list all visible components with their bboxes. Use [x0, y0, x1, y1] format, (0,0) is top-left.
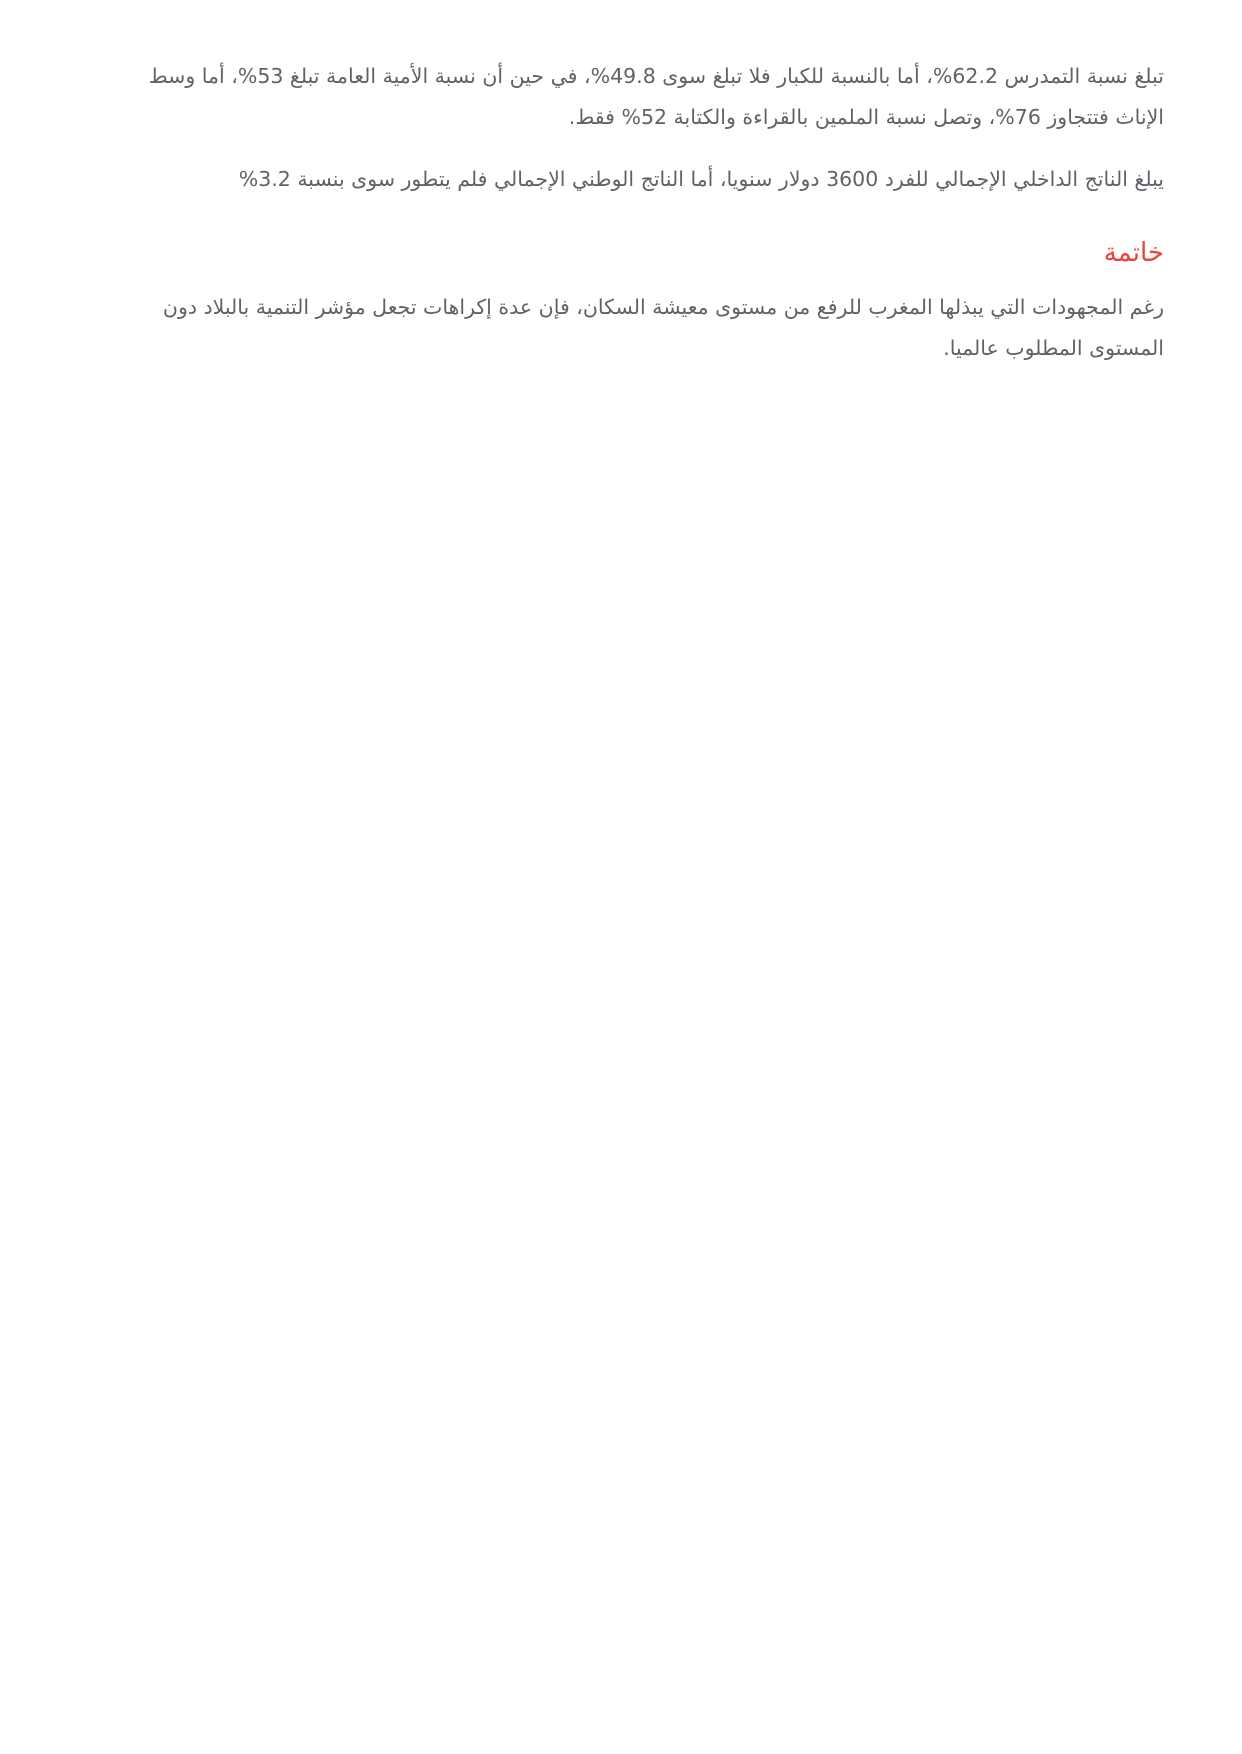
schooling-literacy-paragraph: تبلغ نسبة التمدرس 62.2%، أما بالنسبة للكبار فلا تبلغ سوى 49.8%، في حين أن نسبة الأمية العامة تبلغ 53%، أما وسط الإناث فتتجاوز 76%، وتصل نسبة الملمين بالقراءة والكتابة 52% فقط. [148, 64, 1164, 129]
document-page [120, 56, 1164, 369]
gdp-paragraph: يبلغ الناتج الداخلي الإجمالي للفرد 3600 دولار سنويا، أما الناتج الوطني الإجمالي فلم يتطور سوى بنسبة 3.2% [238, 167, 1164, 191]
conclusion-paragraph: رغم المجهودات التي يبذلها المغرب للرفع من مستوى معيشة السكان، فإن عدة إكراهات تجعل مؤشر التنمية بالبلاد دون المستوى المطلوب عالميا. [162, 295, 1164, 360]
conclusion-heading: خاتمة [1103, 238, 1164, 268]
